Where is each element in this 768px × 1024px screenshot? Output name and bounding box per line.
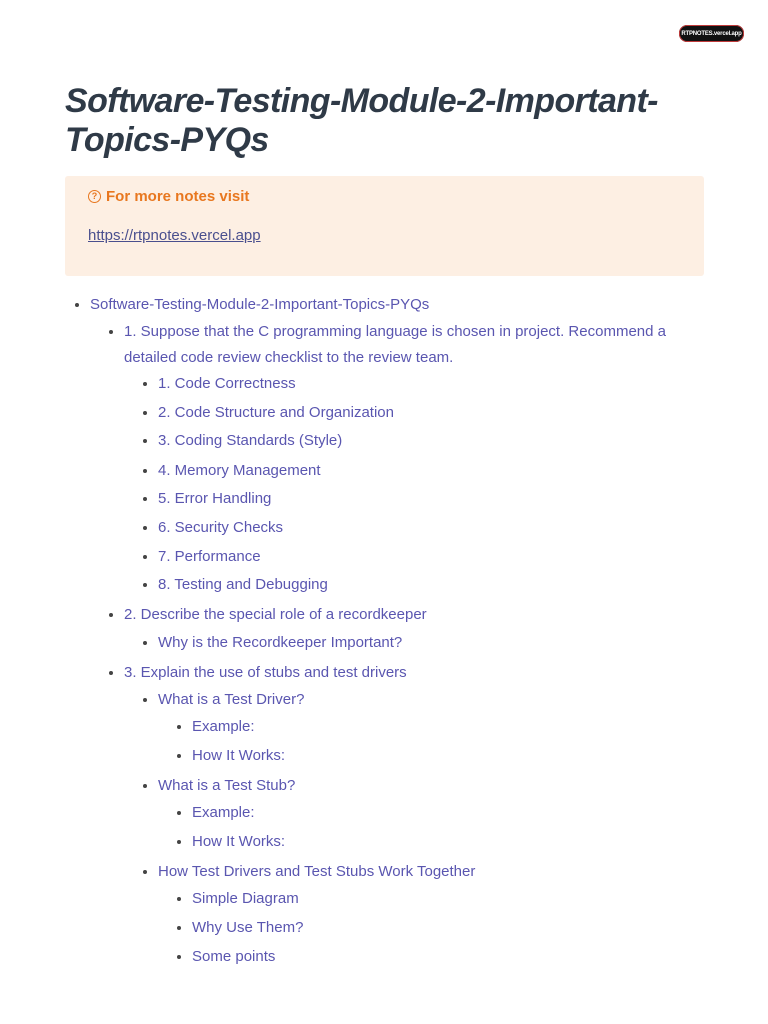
bullet-icon (143, 583, 147, 587)
toc-item[interactable]: 2. Code Structure and Organization (158, 400, 394, 426)
toc-item[interactable]: How It Works: (192, 743, 285, 769)
bullet-icon (143, 469, 147, 473)
notes-callout (65, 176, 704, 276)
toc-item[interactable]: How It Works: (192, 829, 285, 855)
site-badge[interactable] (679, 25, 744, 42)
bullet-icon (177, 926, 181, 930)
bullet-icon (143, 784, 147, 788)
toc-item[interactable]: Why Use Them? (192, 915, 303, 941)
toc-item[interactable]: 8. Testing and Debugging (158, 572, 328, 598)
bullet-icon (109, 671, 113, 675)
bullet-icon (143, 497, 147, 501)
toc-item[interactable]: Software-Testing-Module-2-Important-Topics-PYQs (90, 292, 429, 318)
toc-item[interactable]: 5. Error Handling (158, 486, 271, 512)
toc-item[interactable]: What is a Test Stub? (158, 773, 295, 799)
page-title: Software-Testing-Module-2-Important-Topics-PYQs (65, 82, 658, 159)
toc-item[interactable]: Simple Diagram (192, 886, 299, 912)
callout-title-text: For more notes visit (106, 188, 250, 205)
toc-item[interactable]: 4. Memory Management (158, 458, 321, 484)
toc-item[interactable]: 2. Describe the special role of a recordkeeper (124, 602, 427, 628)
bullet-icon (143, 870, 147, 874)
bullet-icon (109, 613, 113, 617)
toc-item[interactable]: 3. Explain the use of stubs and test drivers (124, 660, 407, 686)
toc-item[interactable]: How Test Drivers and Test Stubs Work Together (158, 859, 475, 885)
bullet-icon (177, 955, 181, 959)
toc-item[interactable]: Why is the Recordkeeper Important? (158, 630, 402, 656)
bullet-icon (143, 641, 147, 645)
bullet-icon (143, 698, 147, 702)
bullet-icon (143, 411, 147, 415)
toc-item[interactable]: Example: (192, 800, 255, 826)
toc-item[interactable]: 7. Performance (158, 544, 261, 570)
bullet-icon (177, 725, 181, 729)
bullet-icon (75, 303, 79, 307)
question-circle-icon: ? (88, 190, 101, 203)
bullet-icon (177, 897, 181, 901)
toc-item[interactable]: 3. Coding Standards (Style) (158, 428, 342, 454)
toc-item[interactable]: What is a Test Driver? (158, 687, 304, 713)
bullet-icon (177, 754, 181, 758)
bullet-icon (177, 811, 181, 815)
bullet-icon (109, 330, 113, 334)
toc-item[interactable]: 1. Code Correctness (158, 371, 296, 397)
site-badge-label: RTPNOTES.vercel.app (681, 30, 742, 37)
bullet-icon (143, 439, 147, 443)
callout-title (88, 188, 249, 205)
bullet-icon (143, 555, 147, 559)
toc-item[interactable]: Example: (192, 714, 255, 740)
bullet-icon (143, 382, 147, 386)
bullet-icon (143, 526, 147, 530)
notes-link[interactable]: https://rtpnotes.vercel.app (88, 227, 261, 244)
toc-item[interactable]: 1. Suppose that the C programming language is chosen in project. Recommend a detailed code review checklist to the review team. (124, 319, 684, 371)
toc-item[interactable]: 6. Security Checks (158, 515, 283, 541)
toc-item[interactable]: Some points (192, 944, 275, 970)
bullet-icon (177, 840, 181, 844)
